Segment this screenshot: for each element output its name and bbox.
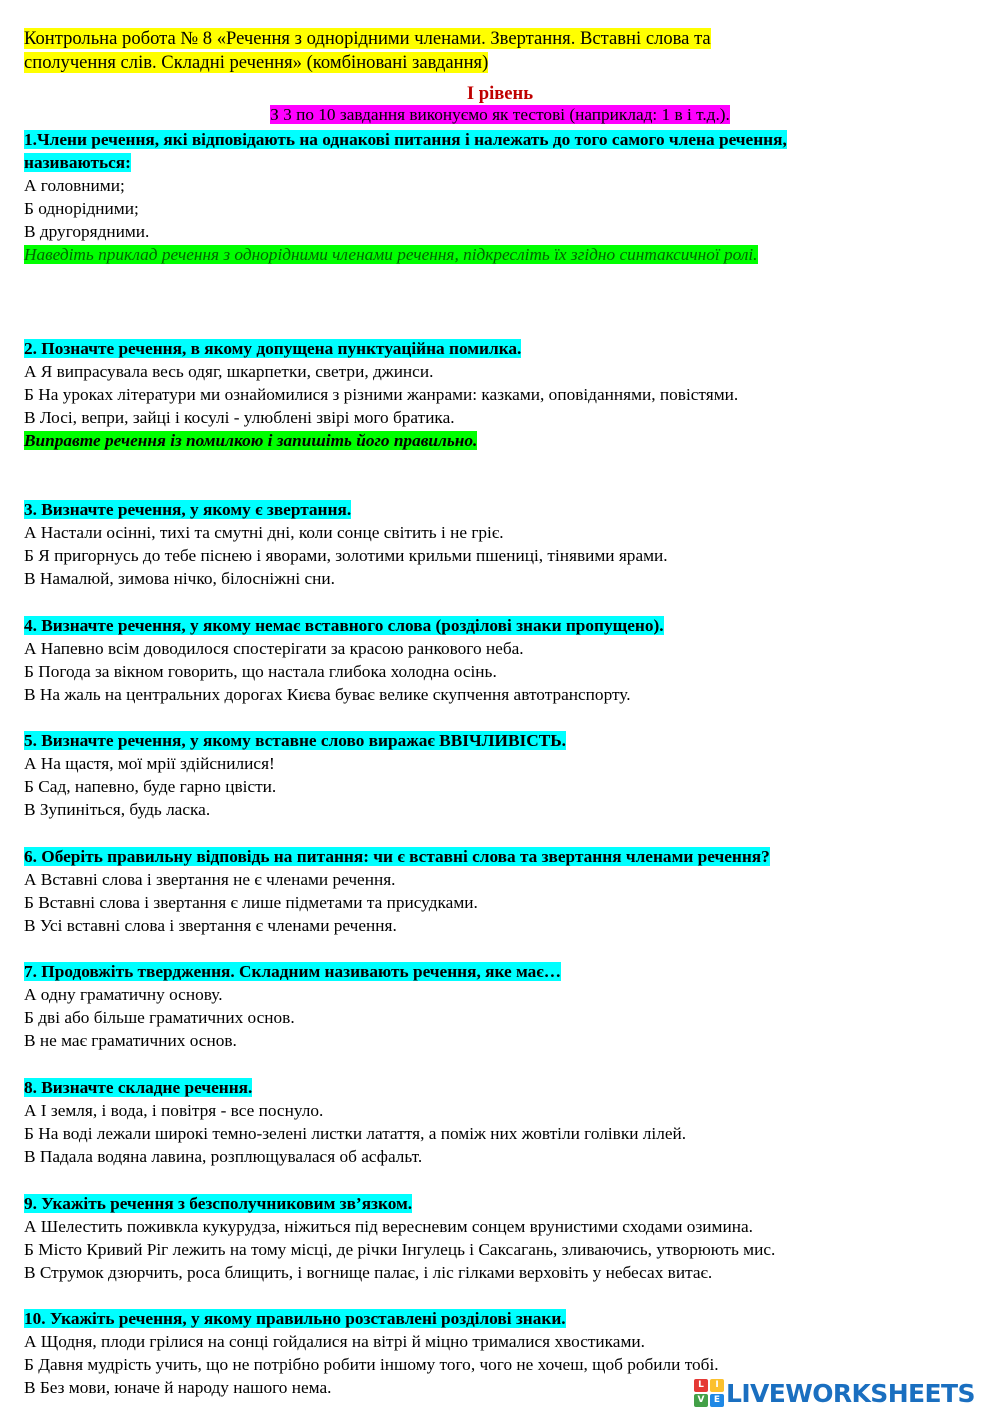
question-1-task xyxy=(24,243,976,266)
logo-letter-l: L xyxy=(694,1379,708,1392)
question-7 xyxy=(24,960,976,1052)
liveworksheets-logo-icon xyxy=(694,1379,724,1407)
question-1 xyxy=(24,128,976,266)
logo-letter-i: I xyxy=(710,1379,724,1392)
option-b[interactable]: Б Погода за вікном говорить, що настала глибока холодна осінь. xyxy=(24,662,497,681)
instruction-note xyxy=(0,105,1000,125)
question-4-heading: 4. Визначте речення, у якому немає вставного слова (розділові знаки пропущено). xyxy=(24,616,664,635)
question-10-heading: 10. Укажіть речення, у якому правильно розставлені розділові знаки. xyxy=(24,1309,566,1328)
option-c[interactable]: В Зупиніться, будь ласка. xyxy=(24,800,211,819)
option-a[interactable]: А Шелестить поживкла кукурудза, ніжиться під вересневим сонцем врунистими сходами озимина. xyxy=(24,1217,753,1236)
option-c[interactable]: В Падала водяна лавина, розплющувалася об асфальт. xyxy=(24,1147,423,1166)
question-8 xyxy=(24,1076,976,1168)
instruction-text: З 3 по 10 завдання виконуємо як тестові (наприклад: 1 в і т.д.). xyxy=(270,105,730,124)
option-a[interactable]: А Настали осінні, тихі та смутні дні, коли сонце світить і не гріє. xyxy=(24,523,504,542)
option-a[interactable]: А На щастя, мої мрії здійснилися! xyxy=(24,754,275,773)
option-c[interactable]: В Лосі, вепри, зайці і косулі - улюблені звірі мого братика. xyxy=(24,408,455,427)
question-2-heading: 2. Позначте речення, в якому допущена пунктуаційна помилка. xyxy=(24,339,522,358)
option-a[interactable]: А Вставні слова і звертання не є членами речення. xyxy=(24,870,396,889)
option-a[interactable]: А Я випрасувала весь одяг, шкарпетки, светри, джинси. xyxy=(24,362,434,381)
option-c[interactable]: В Усі вставні слова і звертання є членами речення. xyxy=(24,916,397,935)
question-2-task-text: Виправте речення із помилкою і запишіть його правильно. xyxy=(24,431,478,450)
option-c[interactable]: В не має граматичних основ. xyxy=(24,1031,237,1050)
question-6 xyxy=(24,845,976,937)
question-8-heading: 8. Визначте складне речення. xyxy=(24,1078,253,1097)
question-5 xyxy=(24,729,976,821)
worksheet-title xyxy=(24,27,976,75)
question-6-heading: 6. Оберіть правильну відповідь на питання: чи є вставні слова та звертання членами речення? xyxy=(24,847,770,866)
liveworksheets-wordmark: LIVEWORKSHEETS xyxy=(726,1378,975,1408)
option-c[interactable]: В Струмок дзюрчить, роса блищить, і вогнище палає, і ліс гілками верховіть у небесах витає. xyxy=(24,1263,713,1282)
option-b[interactable]: Б На воді лежали широкі темно-зелені листки латаття, а поміж них жовтіли голівки лілей. xyxy=(24,1124,687,1143)
question-3-heading: 3. Визначте речення, у якому є звертання. xyxy=(24,500,352,519)
title-line-2: сполучення слів. Складні речення» (комбіновані завдання) xyxy=(24,52,489,73)
question-1-heading-line-2: називаються: xyxy=(24,153,131,172)
option-a[interactable]: А І земля, і вода, і повітря - все поснуло. xyxy=(24,1101,324,1120)
option-b[interactable]: Б Сад, напевно, буде гарно цвісти. xyxy=(24,777,277,796)
option-b[interactable]: Б На уроках літератури ми ознайомилися з різними жанрами: казками, оповіданнями, повістями. xyxy=(24,385,739,404)
question-1-task-text: Наведіть приклад речення з однорідними членами речення, підкресліть їх згідно синтаксичної ролі. xyxy=(24,245,758,264)
option-a[interactable]: А Напевно всім доводилося спостерігати за красою ранкового неба. xyxy=(24,639,524,658)
option-a[interactable]: А головними; xyxy=(24,176,125,195)
question-2 xyxy=(24,337,976,452)
option-c[interactable]: В Намалюй, зимова нічко, білосніжні сни. xyxy=(24,569,335,588)
option-b[interactable]: Б Давня мудрість учить, що не потрібно робити іншому того, чого не хочеш, щоб робили тобі. xyxy=(24,1355,719,1374)
question-9 xyxy=(24,1192,976,1284)
question-9-heading: 9. Укажіть речення з безсполучниковим зв’язком. xyxy=(24,1194,413,1213)
question-4 xyxy=(24,614,976,706)
option-c[interactable]: В другорядними. xyxy=(24,222,150,241)
option-b[interactable]: Б Я пригорнусь до тебе піснею і яворами, золотими крильми пшениці, тінявими ярами. xyxy=(24,546,668,565)
option-b[interactable]: Б дві або більше граматичних основ. xyxy=(24,1008,295,1027)
question-2-task xyxy=(24,429,976,452)
option-b[interactable]: Б Вставні слова і звертання є лише підметами та присудками. xyxy=(24,893,478,912)
question-5-heading: 5. Визначте речення, у якому вставне слово виражає ВВІЧЛИВІСТЬ. xyxy=(24,731,566,750)
option-c[interactable]: В На жаль на центральних дорогах Києва буває велике скупчення автотранспорту. xyxy=(24,685,631,704)
title-line-1: Контрольна робота № 8 «Речення з однорідними членами. Звертання. Вставні слова та xyxy=(24,28,711,49)
logo-letter-e: E xyxy=(710,1394,724,1407)
question-1-heading-line-1: 1.Члени речення, які відповідають на однакові питання і належать до того самого члена речення, xyxy=(24,130,787,149)
option-a[interactable]: А одну граматичну основу. xyxy=(24,985,223,1004)
option-a[interactable]: А Щодня, плоди грілися на сонці гойдалися на вітрі й міцно трималися хвостиками. xyxy=(24,1332,645,1351)
option-b[interactable]: Б однорідними; xyxy=(24,199,139,218)
level-heading: І рівень xyxy=(466,83,534,104)
question-1-heading xyxy=(24,128,976,174)
liveworksheets-watermark xyxy=(694,1378,975,1408)
option-b[interactable]: Б Місто Кривий Ріг лежить на тому місці, де річки Інгулець і Саксагань, зливаючись, утворюють мис. xyxy=(24,1240,776,1259)
question-3 xyxy=(24,498,976,590)
logo-letter-v: V xyxy=(694,1394,708,1407)
question-7-heading: 7. Продовжіть твердження. Складним називають речення, яке має… xyxy=(24,962,562,981)
option-c[interactable]: В Без мови, юначе й народу нашого нема. xyxy=(24,1378,332,1397)
